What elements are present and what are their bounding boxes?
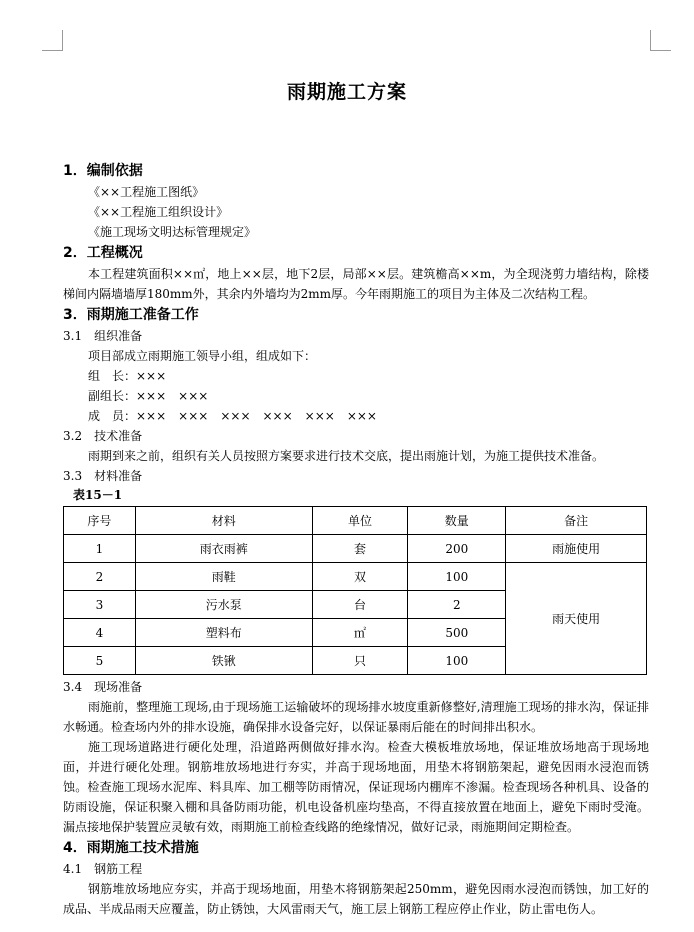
leader-line: 组 长：××× <box>88 369 167 383</box>
page-corner-mark-top-right <box>650 30 671 51</box>
table-row <box>64 535 647 563</box>
cell-no: 5 <box>64 647 136 675</box>
cell-qty: 2 <box>408 591 506 619</box>
organization-intro: 项目部成立雨期施工领导小组，组成如下： <box>88 349 317 363</box>
basis-item: 《××工程施工组织设计》 <box>88 205 229 219</box>
rebar-paragraph: 钢筋堆放场地应夯实，并高于现场地面，用垫木将钢筋架起250mm，避免因雨水浸泡而锈蚀，加工好的成品、半成品雨天应覆盖，防止锈蚀，大风雷雨天气，施工层上钢筋工程应停止作业，防止雷电伤人。 <box>63 882 649 916</box>
cell-unit: ㎡ <box>312 619 408 647</box>
section-heading-preparation: 3．雨期施工准备工作 <box>63 307 199 323</box>
header-cell: 备注 <box>506 507 647 535</box>
subsection-heading-site: 3.4 现场准备 <box>63 680 143 694</box>
overview-paragraph: 本工程建筑面积××㎡，地上××层，地下2层，局部××层。建筑檐高××m，为全现浇剪力墙结构，除楼梯间内隔墙墙厚180mm外，其余内外墙均为2mm厚。今年雨期施工的项目为主体及二次结构工程。 <box>63 267 649 301</box>
basis-item: 《施工现场文明达标管理规定》 <box>88 225 257 239</box>
cell-qty: 100 <box>408 563 506 591</box>
technical-paragraph: 雨期到来之前，组织有关人员按照方案要求进行技术交底，提出雨施计划，为施工提供技术准备。 <box>88 449 605 463</box>
table-caption: 表15－1 <box>73 488 123 502</box>
cell-unit: 只 <box>312 647 408 675</box>
basis-item: 《××工程施工图纸》 <box>88 185 205 199</box>
cell-material: 污水泵 <box>135 591 312 619</box>
header-cell: 单位 <box>312 507 408 535</box>
header-cell: 序号 <box>64 507 136 535</box>
header-cell: 材料 <box>135 507 312 535</box>
cell-qty: 200 <box>408 535 506 563</box>
table-header-row <box>64 507 647 535</box>
site-paragraph-1: 雨施前，整理施工现场,由于现场施工运输破坏的现场排水坡度重新修整好,清理施工现场的排水沟，保证排水畅通。检查场内外的排水设施，确保排水设备完好，以保证暴雨后能在的时间排出积水。 <box>63 700 649 734</box>
cell-no: 1 <box>64 535 136 563</box>
cell-unit: 双 <box>312 563 408 591</box>
site-paragraph-2: 施工现场道路进行硬化处理，沿道路两侧做好排水沟。检查大模板堆放场地，保证堆放场地高于现场地面，并进行硬化处理。钢筋堆放场地进行夯实，并高于现场地面，用垫木将钢筋架起，避免因雨水浸泡而锈蚀。检查施工现场水泥库、料具库、加工棚等防雨情况，保证现场内棚库不渗漏。检查现场各种机具、设备的防雨设施，保证积聚入棚和具备防雨功能，机电设备机座均垫高，不得直接放置在地面上，避免下雨时受淹。漏点接地保护装置应灵敏有效，雨期施工前检查线路的绝缘情况，做好记录，雨施期间定期检查。 <box>63 740 649 834</box>
deputy-line: 副组长：××× ××× <box>88 389 209 403</box>
header-cell: 数量 <box>408 507 506 535</box>
subsection-heading-technical: 3.2 技术准备 <box>63 429 143 443</box>
cell-unit: 套 <box>312 535 408 563</box>
cell-note-merged: 雨天使用 <box>506 563 647 675</box>
materials-table <box>63 506 647 675</box>
subsection-heading-rebar: 4.1 钢筋工程 <box>63 862 143 876</box>
document-title: 雨期施工方案 <box>286 81 407 103</box>
cell-no: 2 <box>64 563 136 591</box>
cell-no: 4 <box>64 619 136 647</box>
page-corner-mark-top-left <box>42 30 63 51</box>
subsection-heading-organization: 3.1 组织准备 <box>63 329 143 343</box>
section-heading-basis: 1．编制依据 <box>63 163 143 179</box>
cell-material: 塑料布 <box>135 619 312 647</box>
cell-qty: 100 <box>408 647 506 675</box>
cell-material: 雨衣雨裤 <box>135 535 312 563</box>
cell-note: 雨施使用 <box>506 535 647 563</box>
table-row <box>64 563 647 591</box>
cell-material: 铁锹 <box>135 647 312 675</box>
document-body <box>63 160 649 919</box>
cell-qty: 500 <box>408 619 506 647</box>
section-heading-overview: 2．工程概况 <box>63 245 143 261</box>
cell-no: 3 <box>64 591 136 619</box>
members-line: 成 员：××× ××× ××× ××× ××× ××× <box>88 409 377 423</box>
cell-unit: 台 <box>312 591 408 619</box>
subsection-heading-materials: 3.3 材料准备 <box>63 469 143 483</box>
section-heading-measures: 4．雨期施工技术措施 <box>63 840 199 856</box>
cell-material: 雨鞋 <box>135 563 312 591</box>
